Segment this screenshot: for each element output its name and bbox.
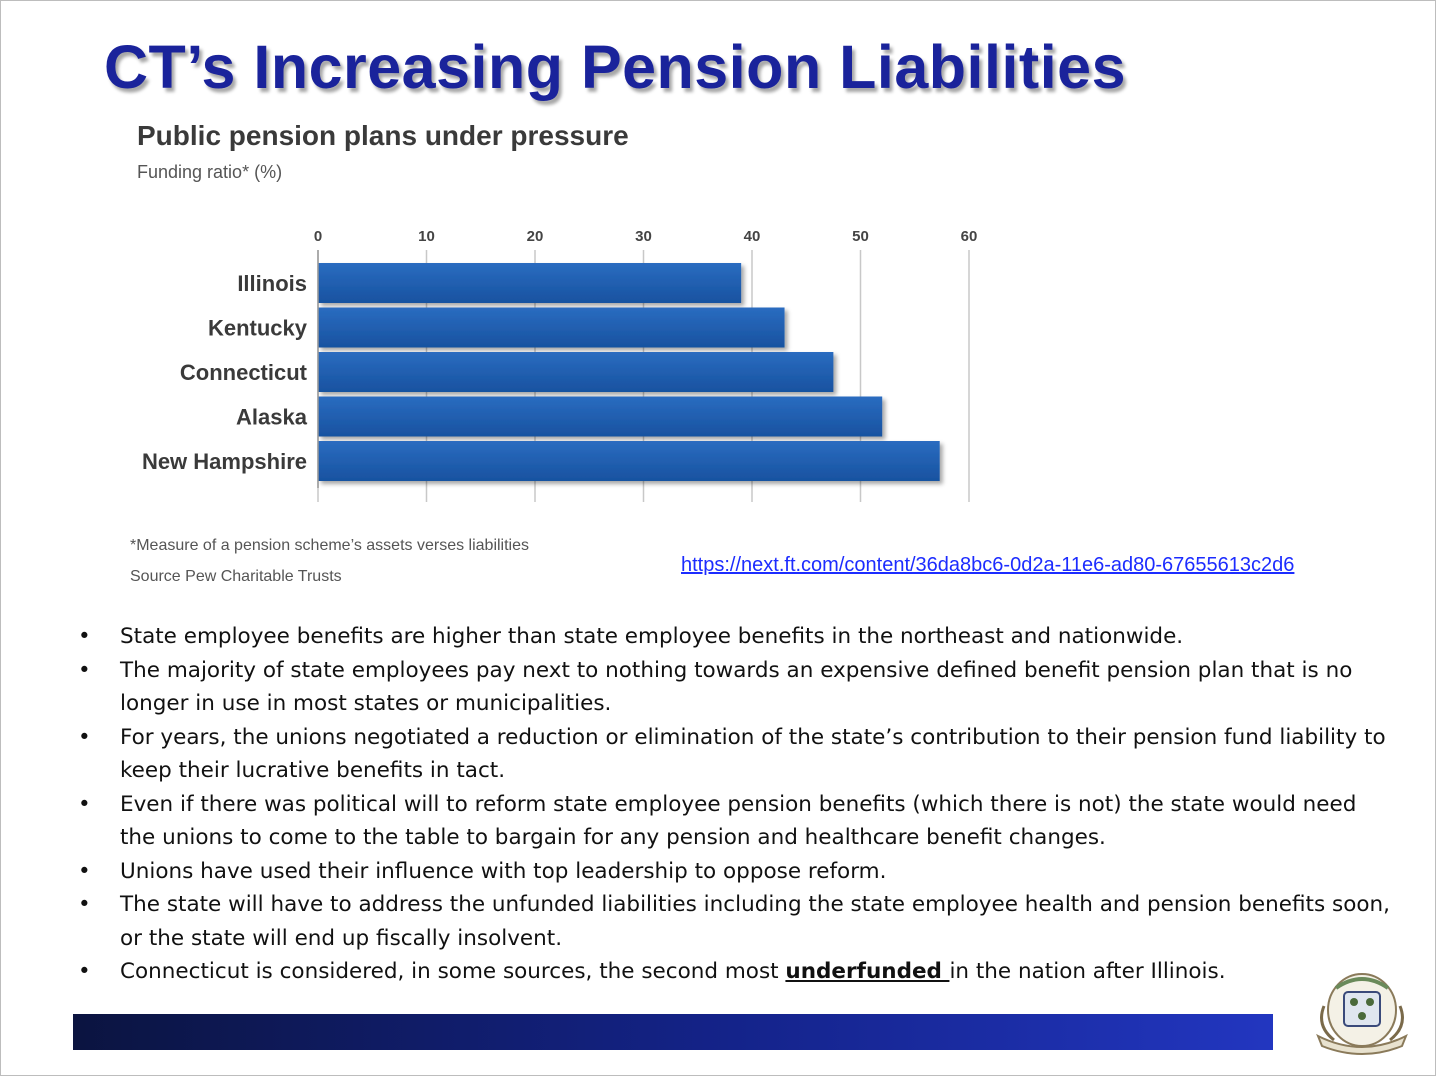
bullet-list xyxy=(74,620,1394,989)
bullet-marker: • xyxy=(78,624,91,649)
chart-footnote: *Measure of a pension scheme’s assets verses liabilities xyxy=(130,537,530,554)
footer-bar xyxy=(73,1014,1273,1050)
x-tick-label: 40 xyxy=(743,228,761,245)
bullet-text: The state will have to address the unfunded liabilities including the state employee health and pension benefits soon, or the state will end up fiscally insolvent. xyxy=(120,892,1390,951)
x-tick-label: 30 xyxy=(635,228,652,245)
x-tick-label: 0 xyxy=(313,228,323,245)
source-link[interactable]: https://next.ft.com/content/36da8bc6-0d2a-11e6-ad80-67655613c2d6 xyxy=(681,554,1295,576)
bullet-text: Unions have used their influence with top leadership to oppose reform. xyxy=(120,858,887,884)
x-tick-label: 60 xyxy=(960,228,978,245)
x-tick-label: 20 xyxy=(526,228,544,245)
slide-title: CT’s Increasing Pension Liabilities xyxy=(104,33,1127,101)
bar xyxy=(318,441,940,481)
bullet-text: Even if there was political will to reform state employee pension benefits (which there is not) the state would need the unions to come to the table to bargain for any pension and healthcare benefit changes. xyxy=(120,791,1357,850)
bullet-marker: • xyxy=(78,892,91,917)
chart-title: Public pension plans under pressure xyxy=(137,120,629,151)
category-label: Illinois xyxy=(237,271,307,296)
bullet-marker: • xyxy=(78,657,91,683)
category-label: New Hampshire xyxy=(141,449,307,474)
x-tick-label: 10 xyxy=(418,228,435,245)
underfunded-emphasis: underfunded xyxy=(785,959,950,984)
bullet-marker: • xyxy=(78,791,91,817)
bar xyxy=(318,352,833,392)
category-label: Kentucky xyxy=(207,315,307,341)
bullet-text-after: in the nation after Illinois. xyxy=(949,959,1226,984)
bullet-item xyxy=(74,888,1394,955)
bullet-text: The majority of state employees pay next to nothing towards an expensive defined benefit pension plan that is no longer in use in most states or municipalities. xyxy=(120,657,1353,716)
chart-subtitle: Funding ratio* (%) xyxy=(137,162,283,182)
bullet-marker: • xyxy=(78,959,91,984)
bar xyxy=(318,397,882,437)
bullet-marker: • xyxy=(78,724,91,750)
chart-source: Source Pew Charitable Trusts xyxy=(130,568,342,585)
bullet-item xyxy=(74,955,1394,989)
category-label: Alaska xyxy=(236,404,307,430)
bullet-marker: • xyxy=(78,858,91,884)
bullet-item xyxy=(74,620,1394,654)
category-label: Connecticut xyxy=(179,360,307,385)
bullet-item xyxy=(74,654,1394,721)
bullet-text-before: Connecticut is considered, in some sources, the second most xyxy=(120,959,786,984)
bullet-item xyxy=(74,855,1394,889)
bar xyxy=(318,263,741,303)
bullet-item xyxy=(74,788,1394,855)
x-tick-label: 50 xyxy=(852,228,869,245)
connecticut-seal-icon xyxy=(1306,966,1418,1058)
bar xyxy=(318,308,785,348)
bullet-item xyxy=(74,721,1394,788)
bullet-text: State employee benefits are higher than state employee benefits in the northeast and nationwide. xyxy=(120,624,1184,649)
bullet-text: For years, the unions negotiated a reduction or elimination of the state’s contribution to their pension fund liability to keep their lucrative benefits in tact. xyxy=(120,724,1386,783)
